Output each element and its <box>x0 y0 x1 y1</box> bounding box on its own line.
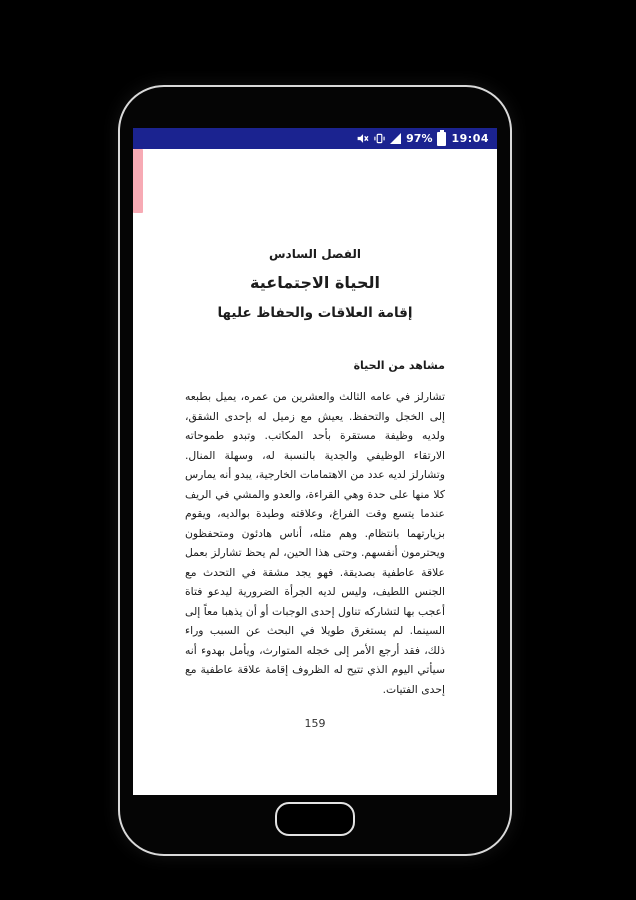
battery-icon <box>437 132 446 146</box>
phone-screen <box>133 128 497 795</box>
vibrate-icon <box>374 132 385 145</box>
battery-percent-label: 97% <box>406 132 433 145</box>
muted-speaker-icon <box>356 132 369 145</box>
chapter-label: الفصل السادس <box>268 247 362 261</box>
status-time: 19:04 <box>451 132 489 145</box>
status-bar <box>133 128 497 149</box>
page-subtitle: إقامة العلاقات والحفاظ عليها <box>217 305 413 321</box>
scroll-indicator[interactable] <box>133 149 143 213</box>
signal-icon <box>390 133 401 144</box>
page-title: الحياة الاجتماعية <box>250 273 380 292</box>
section-heading: مشاهد من الحياة <box>353 359 445 372</box>
page-number: 159 <box>304 717 326 730</box>
phone-frame <box>118 85 512 856</box>
reader-page[interactable] <box>133 149 497 795</box>
home-button[interactable] <box>275 802 355 836</box>
body-text: تشارلز في عامه الثالث والعشرين من عمره، يميل بطبعه إلى الخجل والتحفظ. يعيش مع زميل له بإحدى الشقق، ولديه وظيفة مستقرة بأحد المكاتب. وتبدو طموحاته الارتقاء الوظيفي والجدية بالنسبة له، وسهلة المنال. وتشارلز لديه عدد من الاهتمامات الخارجية، يبدو أنه يمارس كلا منها على حدة وهي القراءة، والعدو والمشي في الريف عندما يتسع وقت الفراغ، وعلاقته وطيدة بوالديه، ويقوم بزيارتهما بانتظام. وهم مثله، أناس هادئون ومتحفظون ويحترمون أنفسهم. وحتى هذا الحين، لم يحظ تشارلز بعمل علاقة عاطفية بصديقة. فهو يجد مشقة في التحدث مع الجنس اللطيف، وليس لديه الجرأة الضرورية ليدعو فتاة أعجب بها لتشاركه تناول إحدى الوجبات أو أن يذهبا معاً إلى السينما. لم يستغرق طويلا في البحث عن السبب وراء ذلك، فقد أرجع الأمر إلى خجله المتوارث، ويأمل بهدوء أنه سيأتي اليوم الذي تتيح له الظروف إقامة علاقة عاطفية مع إحدى الفتيات. <box>185 390 445 696</box>
